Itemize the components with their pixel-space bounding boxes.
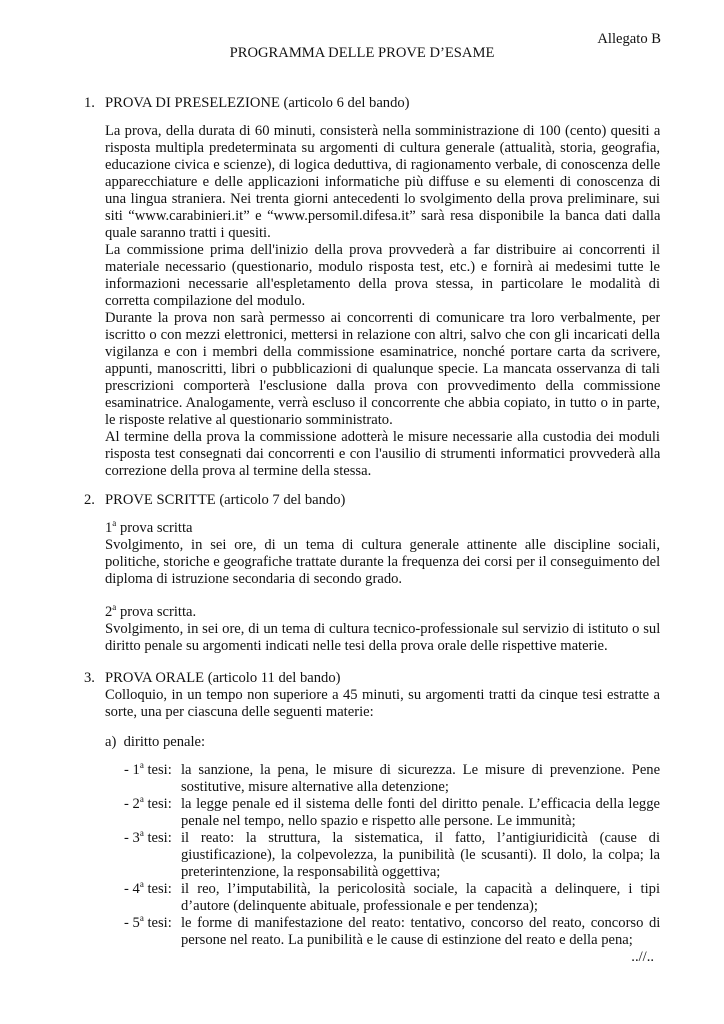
text-line: appunti, manoscritti, libri o pubblicazioni di qualunque specie. La mancata osservanza di tali <box>105 361 660 377</box>
section-1-paragraph-1 <box>105 123 660 242</box>
text-line: giustificazione), la colpevolezza, la punibilità (le scusanti). Il dolo, la colpa; la <box>181 847 660 863</box>
section-title: PROVE SCRITTE (articolo 7 del bando) <box>105 492 346 508</box>
text-line: la sanzione, la pena, le misure di sicurezza. Le misure di prevenzione. Pene <box>181 762 660 778</box>
text-line: sostitutive, misure alternative alla detenzione; <box>181 779 449 795</box>
tesi-text <box>181 881 660 915</box>
section-number: 2. <box>84 492 95 508</box>
text-line: apparecchiature e delle applicazioni informatiche più diffuse e su elementi di conoscenza di <box>105 174 660 190</box>
text-line: esaminatrice. Analogamente, verrà escluso il concorrente che abbia copiato, in tutto o in parte, <box>105 395 660 411</box>
text-line: una lingua straniera. Nei trenta giorni antecedenti lo svolgimento della prova preliminare, sui <box>105 191 660 207</box>
tesi-label: - 2$^a$ tesi: <box>124 794 172 812</box>
text-line: persone nel reato. La punibilità e le cause di estinzione del reato e della pena; <box>181 932 633 948</box>
text-line: quale saranno tratti i quesiti. <box>105 225 271 241</box>
text-line: iscritto o con mezzi elettronici, mettersi in relazione con altri, salvo che con gli incaricati della <box>105 327 660 343</box>
text-line: educazione civica e scienze), di logica deduttiva, di ragionamento verbale, di conoscenza delle <box>105 157 660 173</box>
text-line: diritto penale su argomenti indicati nelle tesi della prova orale delle rispettive materie. <box>105 638 608 654</box>
text-line: il reato: la struttura, la sistematica, il fatto, l’antigiuridicità (cause di <box>181 830 660 846</box>
tesi-text <box>181 830 660 881</box>
oral-exam-intro <box>105 687 660 721</box>
text-line: penale nel tempo, nello spazio e rispetto alle persone. Le immunità; <box>181 813 576 829</box>
text-line: Svolgimento, in sei ore, di un tema di cultura tecnico-professionale sul servizio di istituto o sul <box>105 621 660 637</box>
section-1-paragraph-4 <box>105 429 660 480</box>
text-line: risposta test consegnati dai concorrenti e con l'ausilio di strumenti informatici provvederà alla <box>105 446 660 462</box>
text-line: siti “www.carabinieri.it” e “www.persomil.difesa.it” sarà resa disponibile la banca dati dalla <box>105 208 660 224</box>
text-line: le forme di manifestazione del reato: tentativo, concorso del reato, concorso di <box>181 915 660 931</box>
text-line: Svolgimento, in sei ore, di un tema di cultura generale attinente alle discipline sociali, <box>105 537 660 553</box>
tesi-text <box>181 915 660 949</box>
text-line: Durante la prova non sarà permesso ai concorrenti di comunicare tra loro verbalmente, per <box>105 310 660 326</box>
section-title: PROVA DI PRESELEZIONE (articolo 6 del bando) <box>105 95 410 111</box>
section-1-paragraph-3 <box>105 310 660 429</box>
text-line: sorte, una per ciascuna delle seguenti materie: <box>105 704 374 720</box>
section-1-paragraph-2 <box>105 242 660 310</box>
tesi-label: - 4$^a$ tesi: <box>124 879 172 897</box>
text-line: preterintenzione, la responsabilità oggettiva; <box>181 864 441 880</box>
continuation-mark: ..//.. <box>631 949 654 965</box>
text-line: corretta compilazione del modulo. <box>105 293 306 309</box>
text-line: il reo, l’imputabilità, la pericolosità sociale, la capacità a delinquere, i tipi <box>181 881 660 897</box>
written-test-2-label: 2$^a$ prova scritta. <box>105 602 197 620</box>
written-test-2-text <box>105 621 660 655</box>
text-line: prescrizioni comporterà l'esclusione dalla prova con provvedimento della commissione <box>105 378 660 394</box>
text-line: d’autore (delinquente abituale, professionale e per tendenza); <box>181 898 538 914</box>
text-line: correzione della prova al termine della stessa. <box>105 463 372 479</box>
tesi-label: - 1$^a$ tesi: <box>124 760 172 778</box>
text-line: Colloquio, in un tempo non superiore a 45 minuti, su argomenti tratti da cinque tesi estratte a <box>105 687 660 703</box>
section-title: PROVA ORALE (articolo 11 del bando) <box>105 670 341 686</box>
section-number: 1. <box>84 95 95 111</box>
text-line: materiale necessario (questionario, modulo risposta test, etc.) e fornirà ai medesimi tutte le <box>105 259 660 275</box>
text-line: informazioni necessarie all'espletamento della prova stessa, in particolare le modalità di <box>105 276 660 292</box>
text-line: Al termine della prova la commissione adotterà le misure necessarie alla custodia dei moduli <box>105 429 660 445</box>
text-line: La prova, della durata di 60 minuti, consisterà nella somministrazione di 100 (cento) quesiti a <box>105 123 660 139</box>
tesi-label: - 5$^a$ tesi: <box>124 913 172 931</box>
subject-a-label: a) diritto penale: <box>105 734 206 750</box>
tesi-text <box>181 762 660 796</box>
text-line: La commissione prima dell'inizio della prova provvederà a far distribuire ai concorrenti il <box>105 242 660 258</box>
written-test-1-text <box>105 537 660 588</box>
page-title: PROGRAMMA DELLE PROVE D’ESAME <box>229 45 495 61</box>
annex-label: Allegato B <box>597 31 661 47</box>
text-line: vigilanza e con i membri della commissione esaminatrice, nonché portare carta da scrivere, <box>105 344 660 360</box>
text-line: risposta multipla predeterminata su argomenti di cultura generale (attualità, storia, geografia, <box>105 140 660 156</box>
text-line: le risposte relative al questionario somministrato. <box>105 412 393 428</box>
text-line: la legge penale ed il sistema delle fonti del diritto penale. L’efficacia della legge <box>181 796 660 812</box>
text-line: politiche, storiche e geografiche trattate durante la frequenza dei corsi per il conseguimento del <box>105 554 660 570</box>
tesi-label: - 3$^a$ tesi: <box>124 828 172 846</box>
written-test-1-label: 1$^a$ prova scritta <box>105 518 193 536</box>
section-number: 3. <box>84 670 95 686</box>
text-line: diploma di istruzione secondaria di secondo grado. <box>105 571 403 587</box>
tesi-text <box>181 796 660 830</box>
